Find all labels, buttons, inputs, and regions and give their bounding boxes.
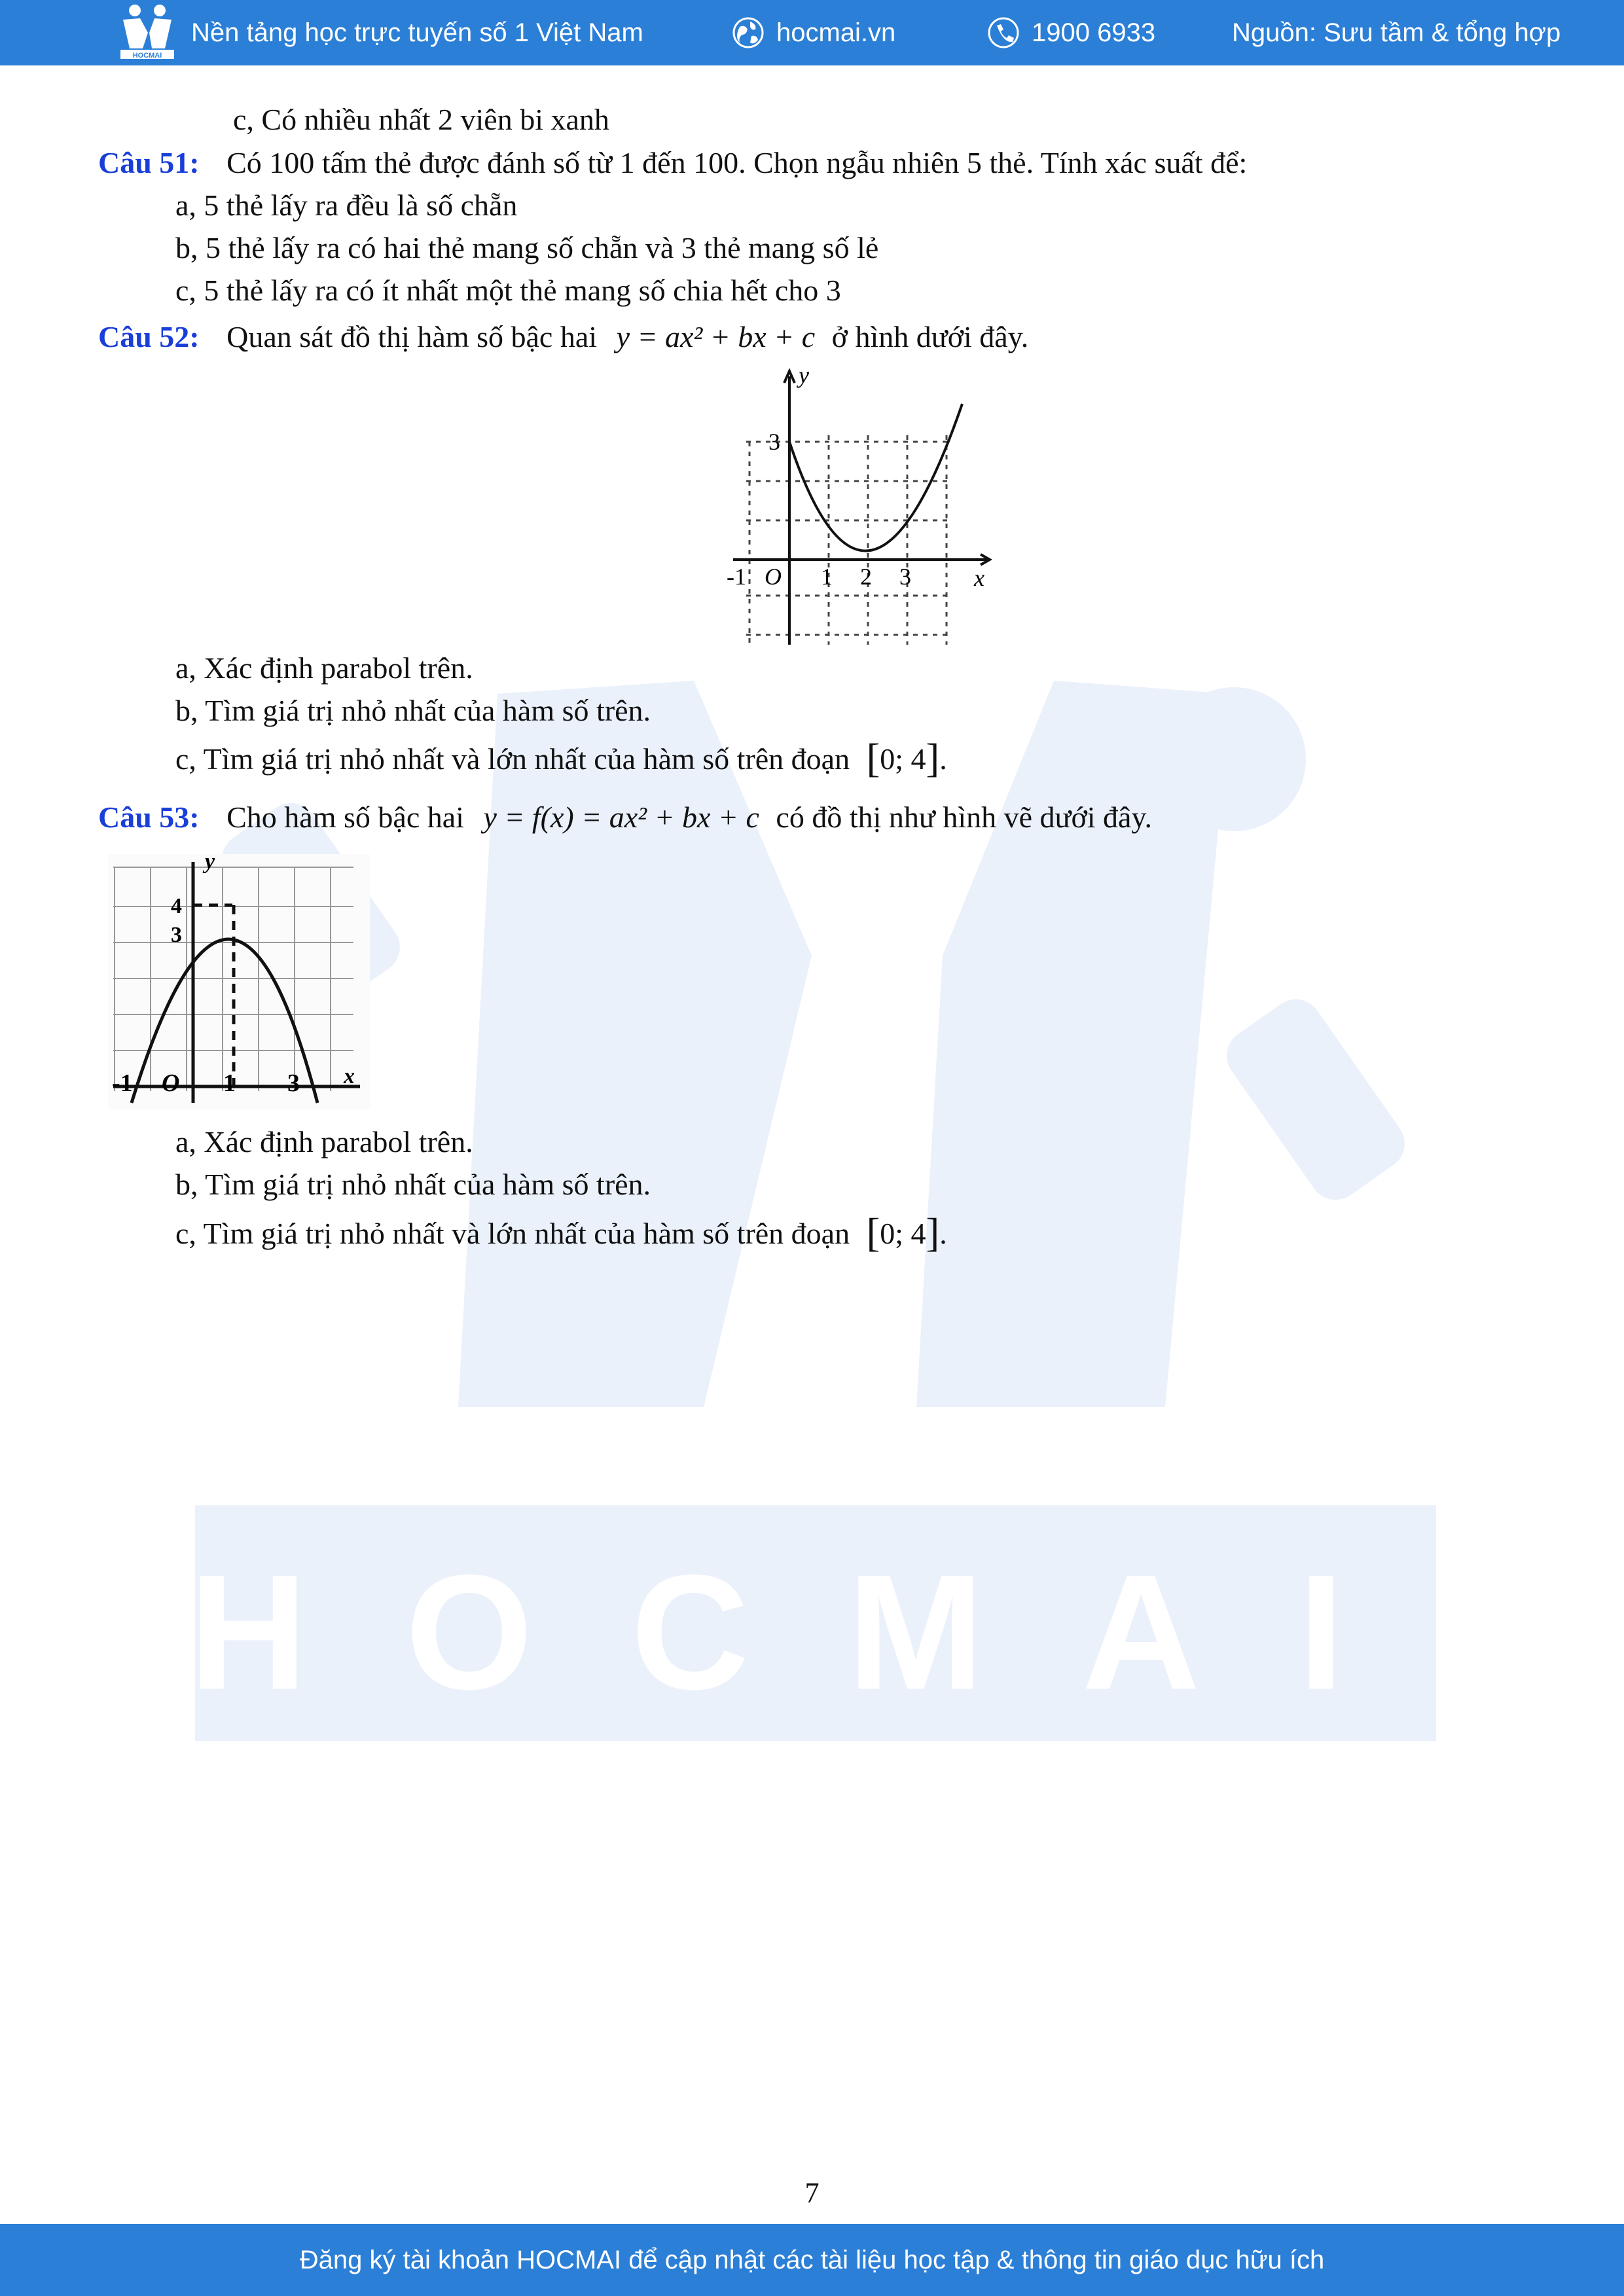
tick-label: -1 (112, 1069, 133, 1097)
question-text: Quan sát đồ thị hàm số bậc hai (226, 320, 598, 353)
x-axis-label: x (974, 565, 984, 591)
tick-label: 3 (899, 564, 911, 590)
website-link[interactable] (732, 0, 895, 65)
tick-label: 3 (287, 1069, 300, 1097)
y-axis-label: y (205, 854, 215, 874)
prev-item-c: c, Có nhiều nhất 2 viên bi xanh (233, 103, 609, 136)
tick-label: 1 (223, 1069, 236, 1097)
watermark-text: HOCMAI (189, 1541, 1442, 1723)
q52-parabola-graph (707, 363, 1001, 651)
tick-label: 4 (171, 894, 182, 918)
question-51 (98, 148, 1247, 178)
header-slogan: Nền tảng học trực tuyến số 1 Việt Nam (191, 18, 643, 47)
y-axis-label: y (799, 363, 809, 388)
question-text-end: ở hình dưới đây. (831, 320, 1029, 353)
header-source: Nguồn: Sưu tầm & tổng hợp (1232, 18, 1561, 47)
question-label: Câu 52: (98, 320, 200, 353)
q53-parabola-graph (108, 854, 370, 1109)
q53-item-a: a, Xác định parabol trên. (175, 1125, 473, 1158)
question-52 (98, 322, 1028, 352)
footer-bar[interactable] (0, 2224, 1624, 2296)
tick-label: 2 (860, 564, 872, 590)
item-text: c, Tìm giá trị nhỏ nhất và lớn nhất của hàm số trên đoạn (175, 1217, 850, 1250)
tick-label: 3 (768, 429, 780, 455)
hotline[interactable] (987, 0, 1155, 65)
formula: y = ax² + bx + c (616, 320, 816, 353)
tick-label: 1 (821, 564, 833, 590)
q53-item-c: c, Tìm giá trị nhỏ nhất và lớn nhất của hàm số trên đoạn [0; 4]. (175, 1211, 947, 1255)
question-text-end: có đồ thị như hình vẽ dưới đây. (776, 800, 1152, 834)
interval: 0; 4 (880, 742, 926, 776)
q52-item-a: a, Xác định parabol trên. (175, 651, 473, 685)
origin-label: O (765, 564, 782, 590)
website-text: hocmai.vn (776, 18, 896, 47)
q52-item-b: b, Tìm giá trị nhỏ nhất của hàm số trên. (175, 694, 651, 727)
formula: y = f(x) = ax² + bx + c (483, 800, 759, 834)
q51-item-c: c, 5 thẻ lấy ra có ít nhất một thẻ mang số chia hết cho 3 (175, 274, 841, 307)
phone-icon (987, 16, 1020, 49)
q53-item-b: b, Tìm giá trị nhỏ nhất của hàm số trên. (175, 1168, 651, 1201)
question-label: Câu 51: (98, 146, 200, 179)
q51-item-a: a, 5 thẻ lấy ra đều là số chẵn (175, 188, 518, 222)
question-text: Có 100 tấm thẻ được đánh số từ 1 đến 100. Chọn ngẫu nhiên 5 thẻ. Tính xác suất để: (226, 146, 1248, 179)
logo-text: HOCMAI (132, 52, 162, 60)
tick-label: -1 (727, 564, 746, 590)
x-axis-label: x (344, 1064, 355, 1088)
q51-item-b: b, 5 thẻ lấy ra có hai thẻ mang số chẵn và 3 thẻ mang số lẻ (175, 231, 879, 264)
origin-label: O (162, 1069, 180, 1097)
question-label: Câu 53: (98, 800, 200, 834)
hocmai-logo-icon (117, 1, 179, 60)
question-text: Cho hàm số bậc hai (226, 800, 464, 834)
globe-icon (732, 16, 765, 49)
q52-item-c: c, Tìm giá trị nhỏ nhất và lớn nhất của hàm số trên đoạn [0; 4]. (175, 736, 947, 781)
footer-text: Đăng ký tài khoản HOCMAI để cập nhật các tài liệu học tập & thông tin giáo dục hữu ích (299, 2245, 1325, 2274)
page-number: 7 (804, 2177, 820, 2209)
header-bar (0, 0, 1624, 65)
hotline-text: 1900 6933 (1032, 18, 1156, 47)
item-text: c, Tìm giá trị nhỏ nhất và lớn nhất của hàm số trên đoạn (175, 742, 850, 776)
question-53 (98, 802, 1152, 833)
interval: 0; 4 (880, 1217, 926, 1250)
tick-label: 3 (171, 923, 182, 947)
